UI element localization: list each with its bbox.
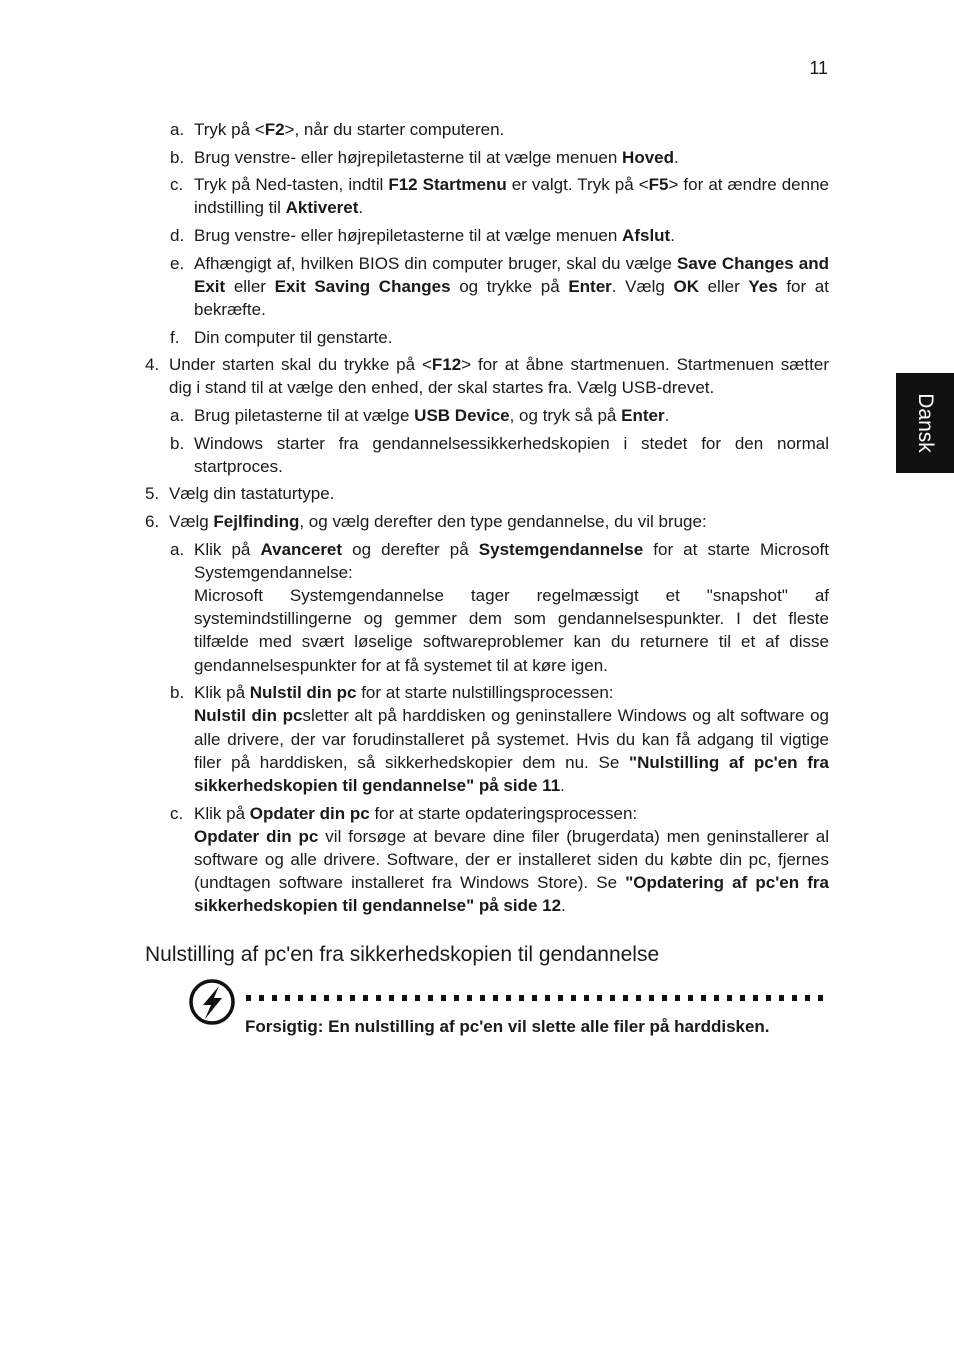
text-run: Under starten skal du trykke på < <box>169 355 432 375</box>
text-run: eller <box>225 276 275 296</box>
text-run: Vælg <box>169 511 214 531</box>
list-item-text <box>194 146 829 169</box>
list-item <box>145 482 829 505</box>
bold-text: Save Changes and Exit <box>194 253 830 296</box>
list-item-description <box>194 825 829 918</box>
list-item <box>170 326 829 349</box>
list-marker: c. <box>170 803 184 823</box>
bold-text: Aktiveret <box>285 198 359 218</box>
text-run: > for at åbne startmenuen. Startmenuen sætter dig i stand til at vælge den enhed, der skal startes fra. Vælg USB-drevet. <box>169 355 829 398</box>
text-run: . <box>664 405 670 425</box>
bold-text: F2 <box>264 120 285 139</box>
text-run: . <box>358 198 364 218</box>
list-item-text <box>169 510 829 533</box>
instruction-list <box>145 118 829 922</box>
list-marker: a. <box>170 120 185 139</box>
list-marker: f. <box>170 327 180 347</box>
caution-text: Forsigtig: En nulstilling af pc'en vil slette alle filer på harddisken. <box>245 1017 770 1036</box>
list-item <box>170 146 829 169</box>
text-run: eller <box>698 276 749 296</box>
list-item-text <box>194 173 829 219</box>
list-item-text <box>169 482 829 505</box>
list-marker: a. <box>170 539 185 559</box>
bold-text: "Nulstilling af pc'en fra sikkerhedskopien til gendannelse" på side 11 <box>194 752 830 795</box>
list-item-text <box>194 326 829 349</box>
text-run: Brug venstre- eller højrepiletasterne til at vælge menuen <box>194 147 623 167</box>
list-item <box>145 510 829 533</box>
bold-text: Enter <box>621 405 665 425</box>
list-marker: e. <box>170 253 185 273</box>
text-run: Tryk på < <box>194 120 265 139</box>
bold-text: Opdater din pc <box>194 826 319 846</box>
warning-divider <box>246 995 830 1001</box>
bold-text: "Opdatering af pc'en fra sikkerhedskopien til gendannelse" på side 12 <box>194 873 830 916</box>
text-run: for at starte opdateringsprocessen: <box>369 803 638 823</box>
list-marker: c. <box>170 175 184 195</box>
list-marker: a. <box>170 405 185 425</box>
text-run: Klik på <box>194 803 250 823</box>
text-run: Vælg din tastaturtype. <box>169 484 335 504</box>
text-run: . <box>561 896 566 916</box>
bold-text: F12 <box>431 355 462 375</box>
list-item-text <box>194 538 829 677</box>
bold-text: F12 Startmenu <box>388 175 507 195</box>
bold-text: Fejlfinding <box>213 511 300 531</box>
text-run: for at starte nulstillingsprocessen: <box>356 683 614 703</box>
bold-text: Avanceret <box>260 539 343 559</box>
list-item-text <box>194 432 829 478</box>
text-run: > for at ændre denne indstilling til <box>194 175 829 218</box>
lightning-warning-icon <box>188 978 236 1026</box>
bold-text: Systemgendannelse <box>478 539 644 559</box>
language-tab <box>896 373 954 473</box>
list-item <box>170 432 829 478</box>
section-heading: Nulstilling af pc'en fra sikkerhedskopien til gendannelse <box>145 943 660 966</box>
text-run: Klik på <box>194 539 261 559</box>
text-run: og derefter på <box>342 539 479 559</box>
text-run: Windows starter fra gendannelsessikkerhedskopien i stedet for den normal startproces. <box>194 433 829 476</box>
text-run: Microsoft Systemgendannelse tager regelmæssigt et "snapshot" af systemindstillingerne og gemmer dem som gendannelsespunkter. I det fleste tilfælde med svært løselige softwareproblemer kan du returnere til et af disse gendannelsespunkter for at få systemet til at køre igen. <box>194 585 829 675</box>
list-item-text <box>194 681 829 797</box>
list-item <box>170 118 829 141</box>
text-run: , og tryk så på <box>509 405 622 425</box>
text-run: . <box>560 775 565 795</box>
list-marker: b. <box>170 433 185 453</box>
text-run: Brug piletasterne til at vælge <box>194 405 415 425</box>
text-run: Afhængigt af, hvilken BIOS din computer bruger, skal du vælge <box>194 253 678 273</box>
list-item-text <box>194 118 829 141</box>
list-marker: 5. <box>145 484 160 504</box>
bold-text: Exit Saving Changes <box>274 276 451 296</box>
text-run: er valgt. Tryk på < <box>506 175 649 195</box>
text-run: Klik på <box>194 683 250 703</box>
bold-text: Yes <box>748 276 778 296</box>
list-item-text <box>194 802 829 918</box>
list-marker: 4. <box>145 355 160 375</box>
bold-text: F5 <box>648 175 669 195</box>
text-run: Tryk på Ned-tasten, indtil <box>194 175 389 195</box>
list-item <box>170 173 829 219</box>
text-run: vil forsøge at bevare dine filer (brugerdata) men geninstallerer al software og alle drivere. Software, der er installeret siden du købte din pc, fjernes (undtagen software installeret fra Windows Store). Se <box>194 826 829 893</box>
list-marker: b. <box>170 683 185 703</box>
list-item-text <box>194 404 829 427</box>
list-item <box>145 353 829 399</box>
list-item-text <box>194 252 829 322</box>
list-item-description <box>194 584 829 677</box>
text-run: . Vælg <box>611 276 674 296</box>
list-item <box>170 224 829 247</box>
bold-text: OK <box>673 276 699 296</box>
list-marker: b. <box>170 147 185 167</box>
bold-text: Nulstil din pc <box>249 683 357 703</box>
text-run: Din computer til genstarte. <box>194 327 393 347</box>
text-run: sletter alt på harddisken og geninstallere Windows og alt software og alle drivere, der var forudinstalleret på systemet. Hvis du kan få adgang til vigtige filer på harddisken, så sikkerhedskopier dem nu. Se <box>194 706 829 772</box>
text-run: >, når du starter computeren. <box>284 120 505 139</box>
page-number: 11 <box>809 58 828 78</box>
bold-text: Enter <box>568 276 612 296</box>
text-run: for at bekræfte. <box>194 276 829 319</box>
list-item <box>170 681 829 797</box>
text-run: , og vælg derefter den type gendannelse, du vil bruge: <box>299 511 707 531</box>
list-item-text <box>169 353 829 399</box>
list-item-description <box>194 704 829 797</box>
text-run: og trykke på <box>450 276 569 296</box>
text-run: for at starte Microsoft Systemgendannelse: <box>194 539 829 582</box>
text-run: . <box>670 225 675 245</box>
list-marker: d. <box>170 225 185 245</box>
bold-text: Nulstil din pc <box>194 706 303 726</box>
list-item-text <box>194 224 829 247</box>
list-marker: 6. <box>145 511 160 531</box>
list-item <box>170 802 829 918</box>
bold-text: USB Device <box>414 405 510 425</box>
text-run: Brug venstre- eller højrepiletasterne til at vælge menuen <box>194 225 623 245</box>
bold-text: Opdater din pc <box>249 803 370 823</box>
bold-text: Hoved <box>622 147 675 167</box>
text-run: . <box>674 147 679 167</box>
list-item <box>170 538 829 677</box>
bold-text: Afslut <box>622 225 671 245</box>
list-item <box>170 404 829 427</box>
language-tab-label: Dansk <box>914 393 937 453</box>
list-item <box>170 252 829 322</box>
